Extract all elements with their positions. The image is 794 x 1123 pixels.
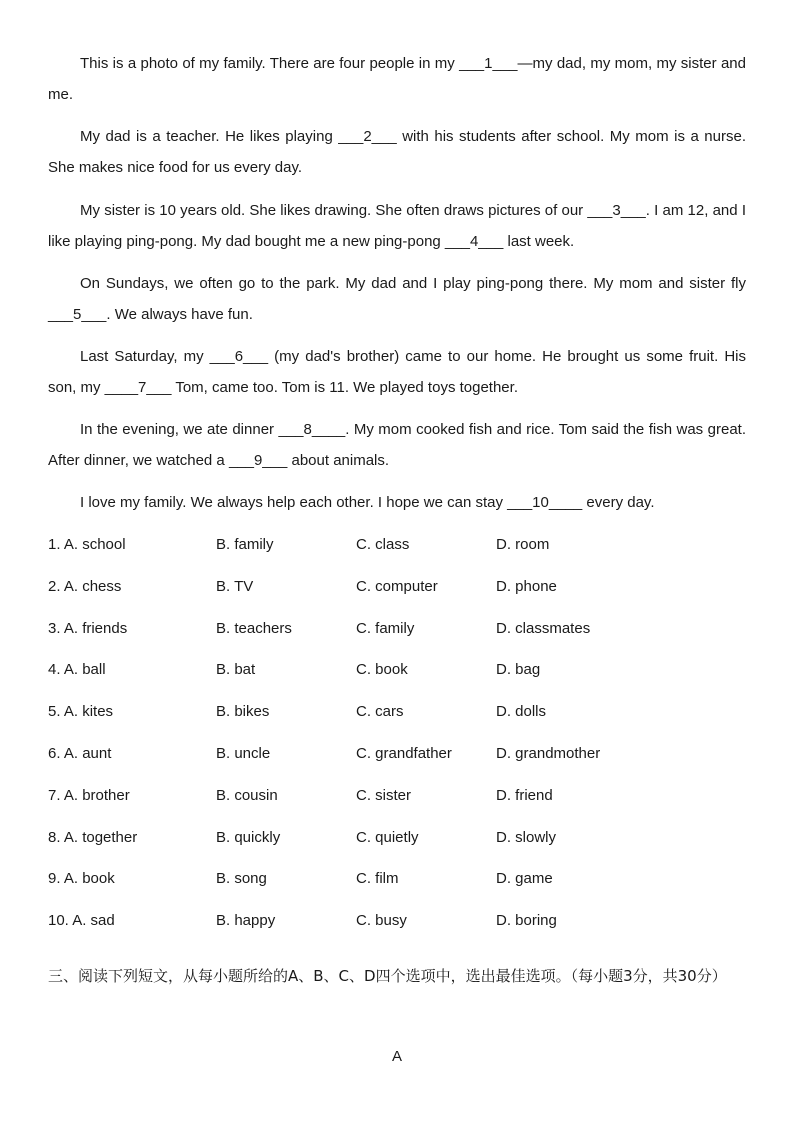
option-b: B. family bbox=[216, 536, 274, 553]
option-row-8 bbox=[48, 822, 746, 864]
option-a: 6. A. aunt bbox=[48, 744, 112, 762]
option-a: 10. A. sad bbox=[48, 912, 115, 930]
option-b: B. teachers bbox=[216, 619, 292, 637]
options-list bbox=[48, 529, 746, 947]
option-row-10 bbox=[48, 905, 746, 947]
option-row-6 bbox=[48, 738, 746, 780]
option-d: D. friend bbox=[496, 786, 553, 804]
option-b: B. uncle bbox=[216, 744, 271, 762]
option-row-1 bbox=[48, 529, 746, 571]
passage-paragraph-5: Last Saturday, my ___6___ (my dad's brother) came to our home. He brought us some fruit. His son, my ____7___ Tom, came too. Tom is 11. We played toys together. bbox=[48, 348, 746, 396]
passage-paragraph-7: I love my family. We always help each other. I hope we can stay ___10____ every day. bbox=[80, 494, 655, 511]
option-row-3 bbox=[48, 613, 746, 655]
option-a: 9. A. book bbox=[48, 870, 115, 888]
option-a: 8. A. together bbox=[48, 828, 138, 846]
option-d: D. boring bbox=[496, 912, 557, 930]
option-a: 7. A. brother bbox=[48, 786, 130, 804]
option-b: B. TV bbox=[216, 577, 254, 595]
option-c: C. quietly bbox=[356, 828, 419, 846]
passage-paragraph-3: My sister is 10 years old. She likes drawing. She often draws pictures of our ___3___. I am 12, and I like playing ping-pong. My dad bought me a new ping-pong ___4___ last week. bbox=[48, 202, 746, 250]
option-b: B. bat bbox=[216, 661, 256, 679]
option-d: D. slowly bbox=[496, 828, 557, 846]
option-d: D. grandmother bbox=[496, 744, 601, 762]
option-row-5 bbox=[48, 696, 746, 738]
passage-paragraph-6: In the evening, we ate dinner ___8____. My mom cooked fish and rice. Tom said the fish was great. After dinner, we watched a ___9___ about animals. bbox=[48, 421, 746, 469]
option-d: D. room bbox=[496, 536, 550, 553]
option-c: C. family bbox=[356, 619, 415, 637]
option-row-9 bbox=[48, 863, 746, 905]
option-c: C. grandfather bbox=[356, 744, 452, 762]
passage-paragraph-1: This is a photo of my family. There are four people in my ___1___—my dad, my mom, my sister and me. bbox=[48, 55, 746, 103]
option-b: B. quickly bbox=[216, 828, 281, 846]
option-c: C. book bbox=[356, 661, 408, 679]
option-row-2 bbox=[48, 571, 746, 613]
option-c: C. film bbox=[356, 870, 399, 888]
option-b: B. song bbox=[216, 870, 267, 888]
option-c: C. cars bbox=[356, 703, 404, 721]
option-a: 5. A. kites bbox=[48, 703, 114, 721]
option-a: 1. A. school bbox=[48, 536, 126, 553]
option-a: 2. A. chess bbox=[48, 577, 122, 595]
option-row-4 bbox=[48, 654, 746, 696]
option-b: B. bikes bbox=[216, 703, 270, 721]
passage-paragraph-2: My dad is a teacher. He likes playing ___2___ with his students after school. My mom is a nurse. She makes nice food for us every day. bbox=[48, 128, 746, 176]
option-d: D. classmates bbox=[496, 619, 591, 637]
option-row-7 bbox=[48, 780, 746, 822]
passage-paragraph-4: On Sundays, we often go to the park. My dad and I play ping-pong there. My mom and sister fly ___5___. We always have fun. bbox=[48, 275, 746, 323]
option-d: D. bag bbox=[496, 661, 541, 679]
option-d: D. phone bbox=[496, 577, 557, 595]
option-b: B. cousin bbox=[216, 786, 278, 804]
option-d: D. dolls bbox=[496, 703, 547, 721]
option-b: B. happy bbox=[216, 912, 276, 930]
option-a: 3. A. friends bbox=[48, 619, 128, 637]
option-c: C. busy bbox=[356, 912, 407, 930]
section-heading: 三、阅读下列短文，从每小题所给的A、B、C、D四个选项中，选出最佳选项。（每小题3分，共30分） bbox=[48, 967, 727, 985]
option-d: D. game bbox=[496, 870, 553, 888]
option-c: C. class bbox=[356, 536, 410, 553]
option-c: C. sister bbox=[356, 786, 412, 804]
option-a: 4. A. ball bbox=[48, 661, 106, 679]
passage-label: A bbox=[391, 1048, 402, 1065]
option-c: C. computer bbox=[356, 577, 438, 595]
